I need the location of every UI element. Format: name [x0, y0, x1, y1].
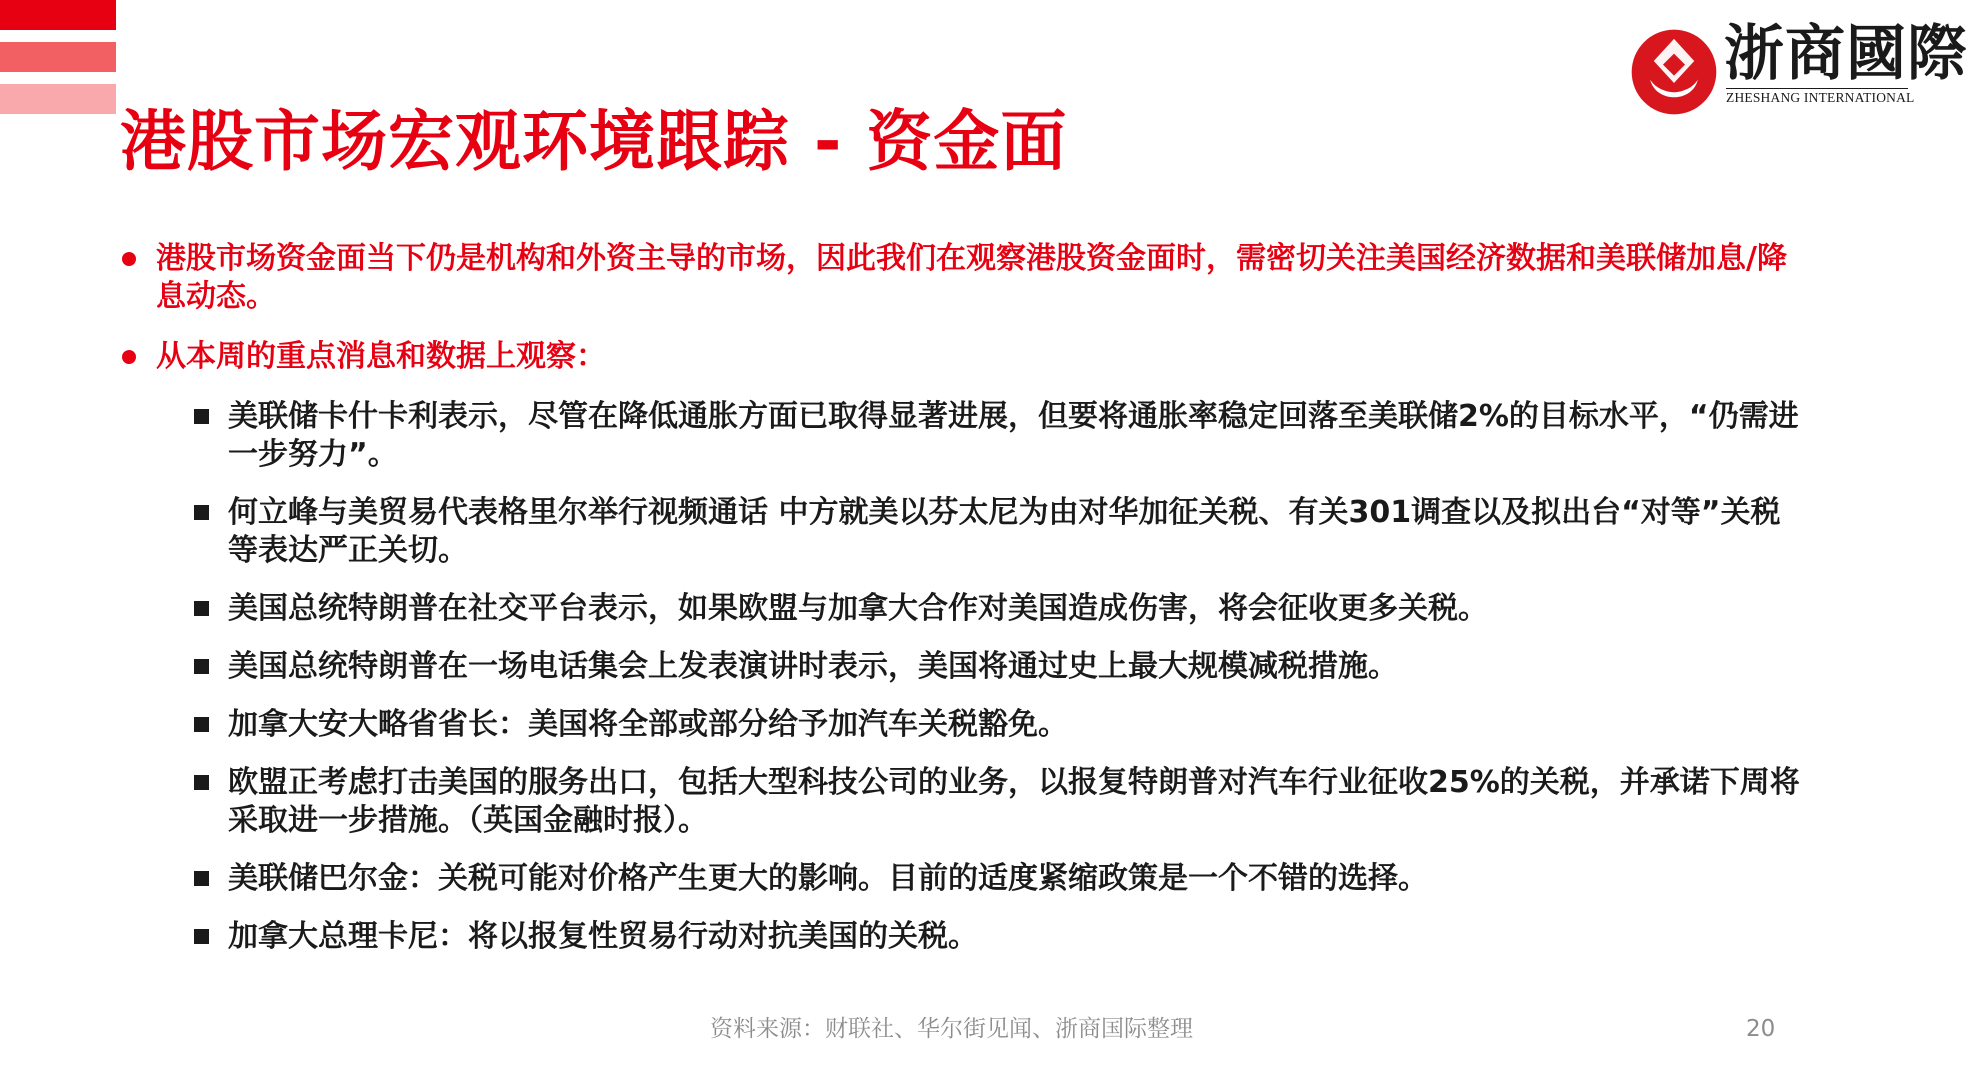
red-dot-bullet-icon	[122, 252, 136, 266]
list-item-text: 何立峰与美贸易代表格里尔举行视频通话 中方就美以芬太尼为由对华加征关税、有关301调查以及拟出台“对等”关税等表达严正关切。	[228, 495, 1781, 568]
logo-english-name: ZHESHANG INTERNATIONAL	[1726, 90, 1915, 105]
main-bullet-text: 港股市场资金面当下仍是机构和外资主导的市场，因此我们在观察港股资金面时，需密切关注美国经济数据和美联储加息/降息动态。	[156, 241, 1787, 314]
square-bullet-icon	[194, 659, 209, 674]
news-list	[194, 398, 1802, 956]
source-note: 资料来源：财联社、华尔街见闻、浙商国际整理	[710, 1016, 1193, 1042]
stripe-middle	[0, 42, 116, 72]
stripe-top	[0, 0, 116, 30]
square-bullet-icon	[194, 505, 209, 520]
main-bullet-text: 从本周的重点消息和数据上观察：	[156, 339, 606, 374]
list-item-text: 欧盟正考虑打击美国的服务出口，包括大型科技公司的业务，以报复特朗普对汽车行业征收25%的关税，并承诺下周将采取进一步措施。（英国金融时报）。	[228, 765, 1800, 838]
logo-chinese-name: 浙商國際	[1724, 19, 1968, 89]
list-item	[194, 648, 1808, 686]
main-bullet-1	[122, 240, 1802, 316]
logo-mark-icon	[1628, 26, 1720, 118]
square-bullet-icon	[194, 871, 209, 886]
list-item-text: 加拿大总理卡尼：将以报复性贸易行动对抗美国的关税。	[228, 919, 978, 954]
list-item	[194, 764, 1808, 840]
corner-stripes	[0, 0, 116, 112]
red-dot-bullet-icon	[122, 350, 136, 364]
list-item	[194, 918, 1808, 956]
main-bullet-2	[122, 338, 1802, 376]
slide-content	[122, 240, 1802, 976]
list-item-text: 美国总统特朗普在社交平台表示，如果欧盟与加拿大合作对美国造成伤害，将会征收更多关税。	[228, 591, 1488, 626]
square-bullet-icon	[194, 717, 209, 732]
stripe-bottom	[0, 84, 116, 114]
square-bullet-icon	[194, 601, 209, 616]
square-bullet-icon	[194, 929, 209, 944]
list-item	[194, 860, 1808, 898]
square-bullet-icon	[194, 775, 209, 790]
square-bullet-icon	[194, 409, 209, 424]
list-item-text: 美联储巴尔金：关税可能对价格产生更大的影响。目前的适度紧缩政策是一个不错的选择。	[228, 861, 1428, 896]
list-item-text: 美联储卡什卡利表示，尽管在降低通胀方面已取得显著进展，但要将通胀率稳定回落至美联储2%的目标水平，“仍需进一步努力”。	[228, 399, 1799, 472]
list-item	[194, 590, 1808, 628]
page-title: 港股市场宏观环境跟踪 - 资金面	[120, 103, 1068, 180]
list-item	[194, 398, 1808, 474]
list-item	[194, 706, 1808, 744]
list-item	[194, 494, 1808, 570]
list-item-text: 美国总统特朗普在一场电话集会上发表演讲时表示，美国将通过史上最大规模减税措施。	[228, 649, 1398, 684]
list-item-text: 加拿大安大略省省长：美国将全部或部分给予加汽车关税豁免。	[228, 707, 1068, 742]
company-logo	[1628, 18, 1968, 110]
page-number: 20	[1746, 1016, 1776, 1042]
